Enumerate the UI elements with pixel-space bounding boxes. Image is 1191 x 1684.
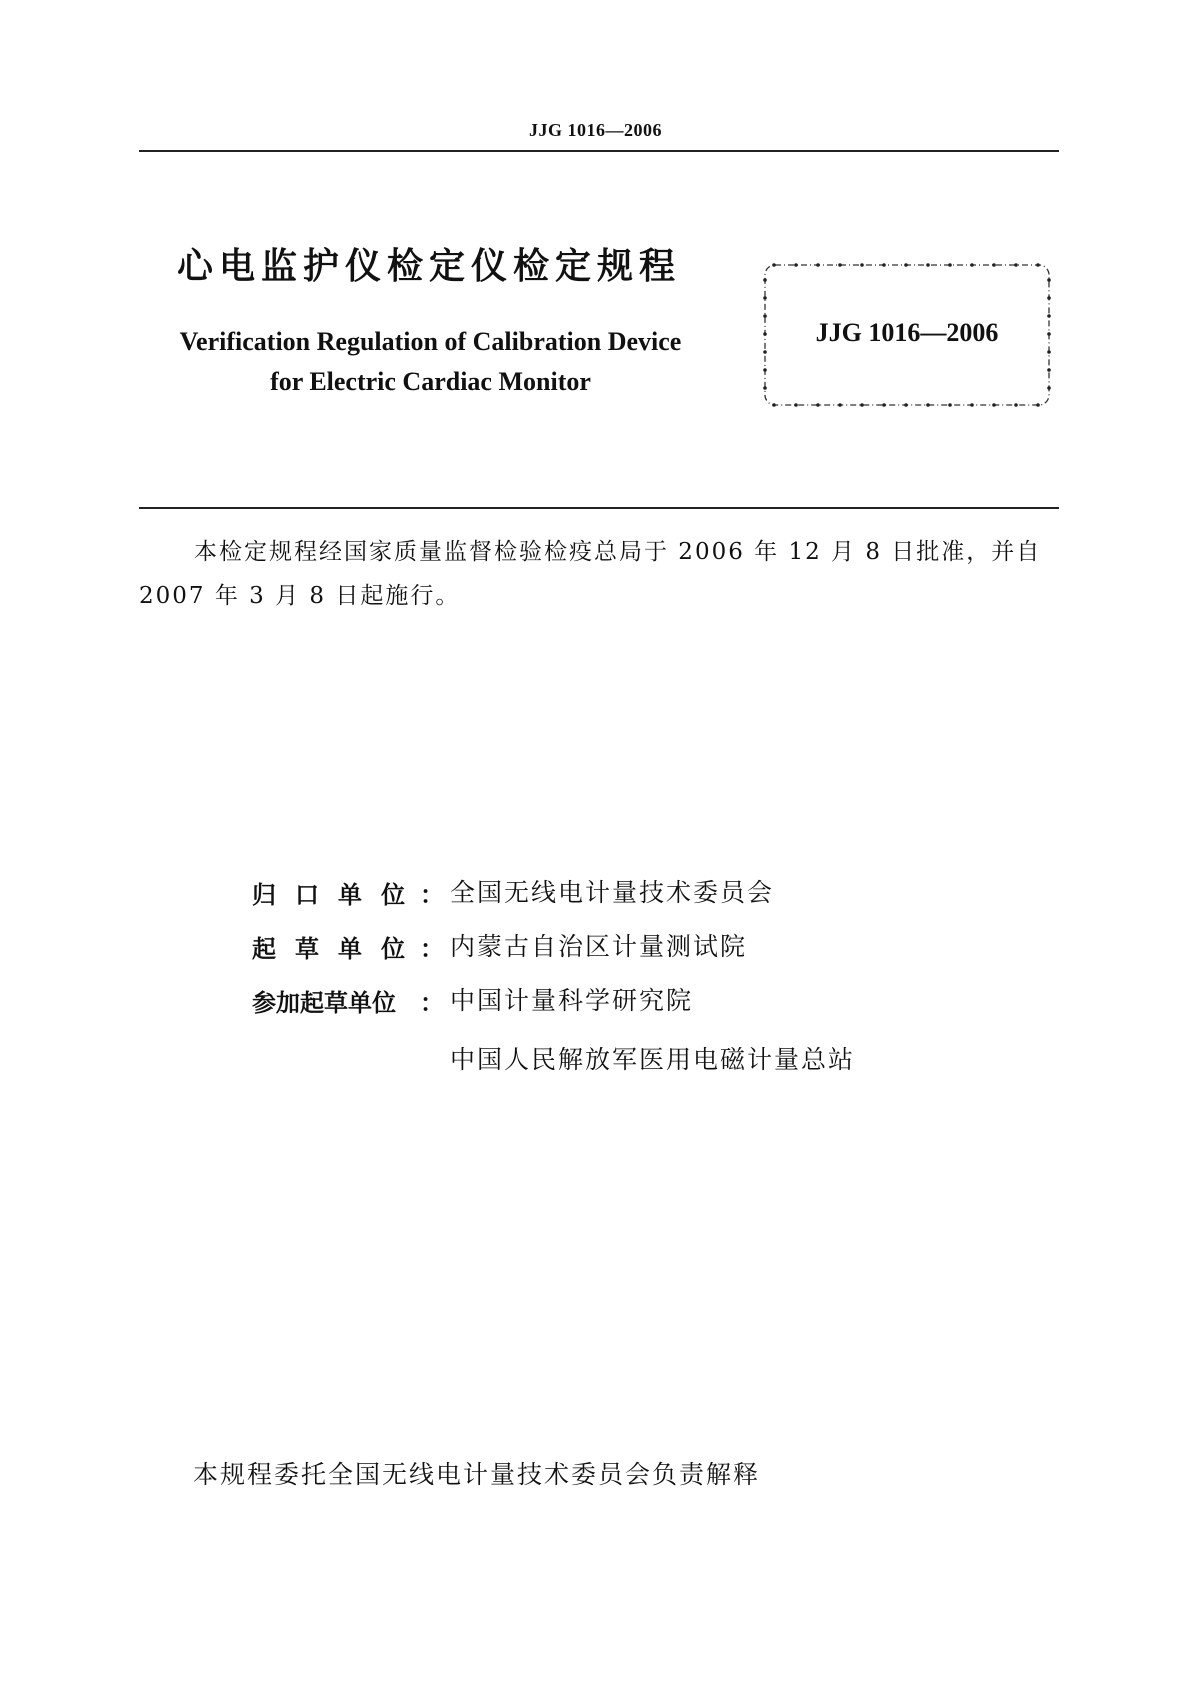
running-header-code: JJG 1016—2006 — [528, 120, 662, 140]
responsible-unit-value: 全国无线电计量技术委员会 — [450, 878, 775, 907]
header-rule — [139, 150, 1059, 152]
title-english-line-1: Verification Regulation of Calibration Device — [179, 327, 682, 356]
stamp-code: JJG 1016—2006 — [815, 318, 999, 347]
section-rule — [139, 507, 1059, 509]
participating-unit-value-1: 中国计量科学研究院 — [450, 986, 694, 1015]
page-title-english — [158, 322, 703, 402]
responsible-unit-label: 归口单位 — [252, 881, 424, 909]
drafting-unit-colon: ： — [420, 935, 444, 963]
drafting-unit-value: 内蒙古自治区计量测试院 — [450, 932, 748, 961]
participating-unit-value-2: 中国人民解放军医用电磁计量总站 — [450, 1045, 856, 1074]
approval-statement: 本检定规程经国家质量监督检验检疫总局于 2006 年 12 月 8 日批准，并自 2007 年 3 月 8 日起施行。 — [139, 539, 1042, 609]
drafting-unit-label: 起草单位 — [252, 935, 424, 963]
participating-unit-colon: ： — [420, 989, 444, 1017]
interpretation-note: 本规程委托全国无线电计量技术委员会负责解释 — [193, 1460, 761, 1489]
page-title-chinese: 心电监护仪检定仪检定规程 — [177, 246, 682, 287]
responsible-unit-colon: ： — [420, 881, 444, 909]
title-english-line-2: for Electric Cardiac Monitor — [270, 367, 591, 396]
participating-unit-label: 参加起草单位 — [252, 989, 396, 1017]
